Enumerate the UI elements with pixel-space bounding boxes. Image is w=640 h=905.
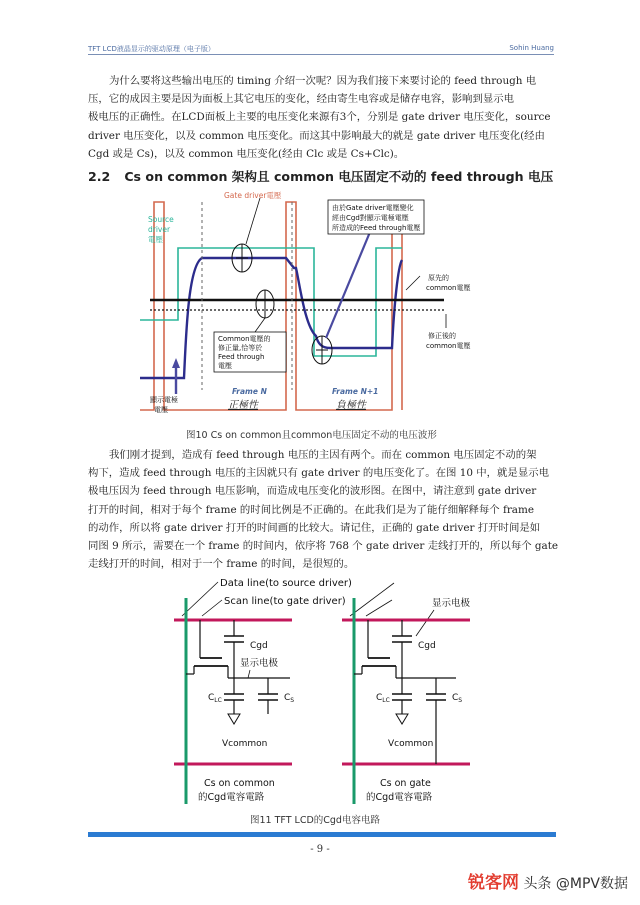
corrected-common-label: 修正後的 common電壓: [426, 332, 471, 350]
svg-text:显示电极: 显示电极: [240, 658, 279, 669]
paragraph-feedthrough: [88, 446, 559, 573]
svg-text:Vcommon: Vcommon: [222, 739, 268, 749]
watermark-logo: 锐客网: [467, 873, 519, 893]
figure-10-caption: 图10 Cs on common且common电压固定不动的电压波形: [186, 430, 437, 441]
watermark: [468, 868, 628, 893]
section-number: 2.2: [88, 169, 111, 184]
text-line: 构下，造成 feed through 电压的主因就只有 gate driver 的电压变化了。在图 10 中，就是显示电: [88, 467, 549, 480]
text-line: 极电压因为 feed through 电压影响，而造成电压变化的波形图。在图中，请注意到 gate driver: [88, 485, 537, 498]
svg-text:CS: $C_S$: [284, 693, 295, 704]
page-header: [88, 40, 554, 54]
scan-line-label: Scan line(to gate driver): [224, 596, 346, 607]
svg-text:Cgd: Cgd: [418, 641, 436, 651]
note-arrow: [326, 232, 370, 338]
figure-10-waveform: [140, 186, 480, 418]
text-line: 压，它的成因主要是因为面板上其它电压的变化，经由寄生电容或是储存电容，影响到显示电: [88, 93, 515, 106]
text-line: 我们刚才提到，造成有 feed through 电压的主因有两个。而在 common 电压固定不动的架: [109, 449, 537, 461]
circuit-cs-on-common: [174, 598, 294, 804]
figure-11-caption: 图11 TFT LCD的Cgd电容电路: [250, 815, 380, 826]
footer-bar: [88, 832, 556, 837]
gate-driver-label: Gate driver電壓: [224, 191, 282, 200]
pixel-electrode-label-right: 显示电极: [432, 598, 471, 609]
circuit-cs-on-gate: [342, 598, 470, 804]
page-number: - 9 -: [310, 844, 330, 855]
svg-text:Vcommon: Vcommon: [388, 739, 434, 749]
watermark-text: 头条 @MPV数据: [523, 876, 628, 892]
svg-text:CLC: $C_{LC}$: [208, 693, 222, 704]
frame-n-label: Frame N: [232, 387, 267, 396]
svg-text:CS: $C_S$: [452, 693, 463, 704]
header-rule: [88, 54, 554, 55]
svg-text:Common電壓的 修正量,恰等於 Feed: Common電壓的 修正量,恰等於 Feed through 電壓: [218, 335, 271, 370]
frame-n1-label: Frame N+1: [332, 387, 379, 396]
figure-11-circuit: [170, 574, 490, 810]
section-title: Cs on common 架构且 common 电压固定不动的 feed through 电压: [124, 169, 554, 184]
svg-text:由於Gate driver電壓變化 經由Cgd對顯示: 由於Gate driver電壓變化 經由Cgd對顯示電極電壓 所造成的Feed through電壓: [332, 204, 421, 232]
svg-text:CLC: $C_{LC}$: [376, 693, 390, 704]
svg-text:Cgd: Cgd: [250, 641, 268, 651]
text-line: 的动作，所以将 gate driver 打开的时间画的比较大。请记住，正确的 gate driver 打开时间是如: [88, 521, 541, 534]
data-line-label: Data line(to source driver): [220, 578, 352, 589]
header-title: TFT LCD液晶显示的驱动原理（电子版）: [88, 45, 215, 53]
svg-text:Cs on common 的Cgd電容電路: Cs on common 的Cgd電容電路: [198, 778, 275, 803]
negative-polarity-label: 負極性: [336, 400, 366, 411]
text-line: 同图 9 所示，需要在一个 frame 的时间内，依序将 768 个 gate driver 走线打开的，所以每个 gate: [88, 540, 559, 553]
header-author: Sohin Huang: [509, 44, 554, 52]
paragraph-intro: [88, 72, 550, 163]
original-common-label: 原先的 common電壓: [426, 274, 471, 292]
text-line: 为什么要将这些输出电压的 timing 介绍一次呢？因为我们接下来要讨论的 feed through 电: [109, 75, 537, 87]
text-line: Cgd 或是 Cs)，以及 common 电压变化(经由 Clc 或是 Cs+Clc)。: [88, 147, 405, 160]
pixel-electrode-label: 顯示電極 電壓: [150, 396, 178, 414]
positive-polarity-label: 正極性: [228, 400, 258, 411]
section-heading: [88, 166, 553, 185]
text-line: 极电压的正确性。在LCD面板上主要的电压变化来源有3个，分别是 gate driver 电压变化，source: [88, 111, 551, 124]
svg-text:Cs on gate 的Cgd電容電路: Cs on gate 的Cgd電容電路: [366, 778, 433, 803]
source-driver-label: Source driver 電壓: [148, 215, 174, 244]
text-line: 走线打开的时间，相对于一个 frame 的时间，是很短的。: [88, 558, 355, 571]
text-line: driver 电压变化，以及 common 电压变化。而这其中影响最大的就是 gate driver 电压变化(经由: [88, 129, 545, 142]
text-line: 打开的时间，相对于每个 frame 的时间比例是不正确的。在此我们是为了能仔细解释每个 frame: [88, 503, 534, 516]
